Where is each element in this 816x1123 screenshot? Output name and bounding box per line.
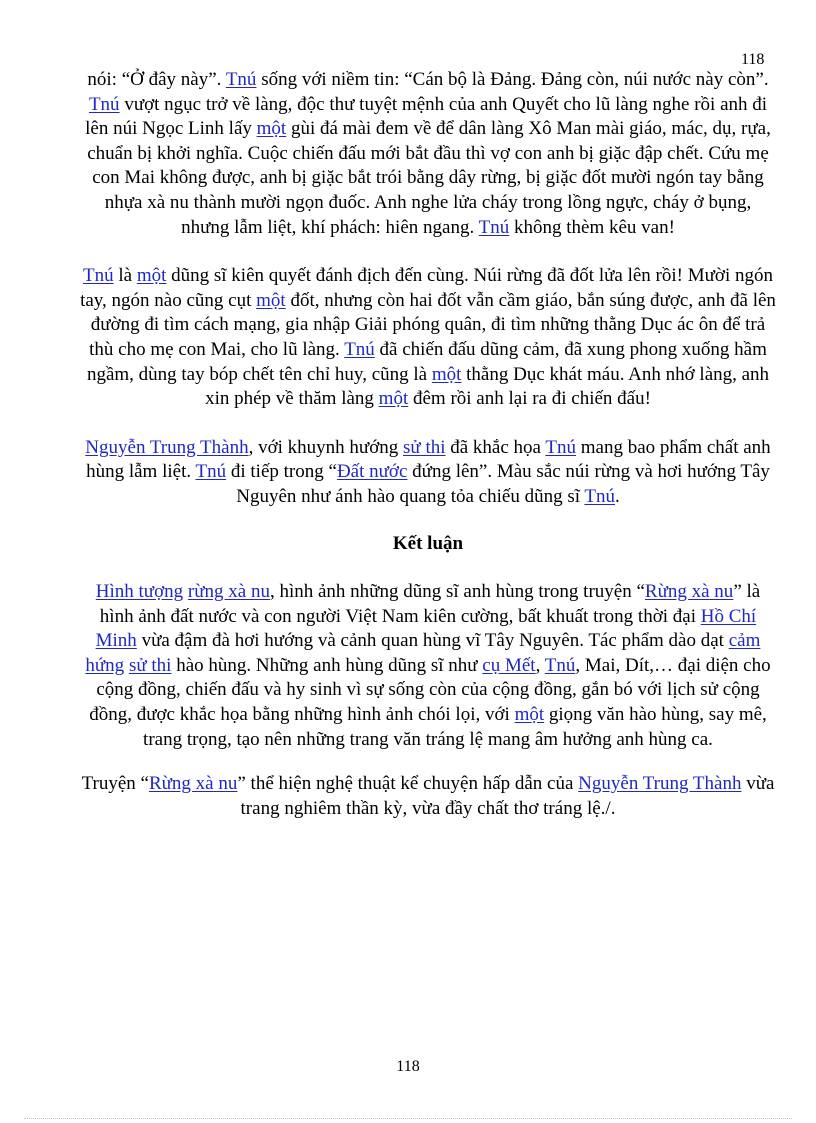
link-rung-xa-nu-title[interactable]: Rừng xà nu bbox=[644, 581, 734, 603]
link-rung-xa-nu-title[interactable]: Rừng xà nu bbox=[148, 773, 238, 795]
paragraph-3: Nguyễn Trung Thành, với khuynh hướng sử thi đã khắc họa Tnú mang bao phẩm chất anh hùng lẫm liệt. Tnú đi tiếp trong “Đất nước đứng lên”. Màu sắc núi rừng và hơi hướng Tây Nguyên như ánh hào quang tỏa chiếu dũng sĩ Tnú. bbox=[85, 436, 771, 507]
link-tnu[interactable]: Tnú bbox=[82, 265, 114, 287]
page-number-bottom: 118 bbox=[396, 1058, 420, 1075]
link-ho-chi-minh[interactable]: Hồ Chí Minh bbox=[95, 605, 757, 652]
paragraph-4: Hình tượng rừng xà nu, hình ảnh những dũng sĩ anh hùng trong truyện “Rừng xà nu” là hình ảnh đất nước và con người Việt Nam kiên cường, bất khuất trong thời đại Hồ Chí Minh vừa đậm đà hơi hướng và cảnh quan hùng vĩ Tây Nguyên. Tác phẩm dào dạt cảm hứng sử thi hào hùng. Những anh hùng dũng sĩ như cụ Mết, Tnú, Mai, Dít,… đại diện cho cộng đồng, chiến đấu và hy sinh vì sự sống còn của cộng đồng, gắn bó với lịch sử cộng đồng, được khắc họa bằng những hình ảnh chói lọi, với một giọng văn hào hùng, say mê, trang trọng, tạo nên những trang văn tráng lệ mang âm hưởng anh hùng ca. bbox=[85, 581, 771, 750]
link-hinh-tuong[interactable]: Hình tượng bbox=[95, 581, 184, 603]
paragraph-1: nói: “Ở đây này”. Tnú sống với niềm tin: “Cán bộ là Đảng. Đảng còn, núi nước này còn”. Tnú vượt ngục trở về làng, độc thư tuyệt mệnh của anh Quyết cho lũ làng nghe rồi anh đi lên núi Ngọc Linh lấy một gùi đá mài đem về để dân làng Xô Man mài giáo, mác, dụ, rựa, chuẩn bị khởi nghĩa. Cuộc chiến đấu mới bắt đầu thì vợ con anh bị giặc đập chết. Cứu mẹ con Mai không được, anh bị giặc bắt trói bằng dây rừng, bị giặc đốt mười ngón tay bằng nhựa xà nu thành mười ngọn đuốc. Anh nghe lửa cháy trong lồng ngực, cháy ở bụng, nhưng lẫm liệt, khí phách: hiên ngang. Tnú không thèm kêu van! bbox=[85, 69, 771, 238]
link-tnu[interactable]: Tnú bbox=[225, 69, 257, 90]
link-mot[interactable]: một bbox=[431, 363, 462, 385]
link-tnu[interactable]: Tnú bbox=[584, 485, 616, 507]
link-rung-xa-nu[interactable]: rừng xà nu bbox=[187, 581, 270, 603]
link-mot[interactable]: một bbox=[256, 289, 286, 311]
link-tnu[interactable]: Tnú bbox=[344, 338, 375, 360]
paragraph-2: Tnú là một dũng sĩ kiên quyết đánh địch đến cùng. Núi rừng đã đốt lửa lên rồi! Mười ngón tay, ngón nào cũng cụt một đốt, nhưng còn hai đốt vẫn cầm giáo, bắn súng được, anh đã lên đường đi tìm cách mạng, gia nhập Giải phóng quân, đi tìm những thằng Dục ác ôn để trả thù cho mẹ con Mai, cho lũ làng. Tnú đã chiến đấu dũng cảm, đã xung phong xuống hầm ngầm, dùng tay bóp chết tên chỉ huy, cũng là một thằng Dục khát máu. Anh nhớ làng, anh xin phép về thăm làng một đêm rồi anh lại ra đi chiến đấu! bbox=[80, 265, 776, 410]
link-mot[interactable]: một bbox=[514, 704, 545, 726]
link-mot[interactable]: một bbox=[378, 388, 409, 410]
link-tnu[interactable]: Tnú bbox=[545, 436, 576, 458]
link-mot[interactable]: một bbox=[256, 118, 287, 140]
paragraph-5: Truyện “Rừng xà nu” thể hiện nghệ thuật kể chuyện hấp dẫn của Nguyễn Trung Thành vừa trang nghiêm thần kỳ, vừa đầy chất thơ tráng lệ./. bbox=[81, 773, 775, 819]
document-body bbox=[80, 68, 776, 821]
section-heading: Kết luận bbox=[392, 532, 464, 554]
page-number-top: 118 bbox=[741, 51, 765, 68]
link-tnu[interactable]: Tnú bbox=[544, 654, 576, 676]
link-cu-met[interactable]: cụ Mết bbox=[482, 654, 536, 676]
link-tnu[interactable]: Tnú bbox=[88, 93, 120, 115]
link-nguyen-trung-thanh[interactable]: Nguyễn Trung Thành bbox=[578, 773, 742, 795]
link-nguyen-trung-thanh[interactable]: Nguyễn Trung Thành bbox=[85, 436, 249, 458]
link-su-thi[interactable]: sử thi bbox=[403, 436, 446, 458]
link-cam-hung[interactable]: cảm hứng bbox=[85, 630, 761, 676]
link-mot[interactable]: một bbox=[136, 265, 167, 287]
link-su-thi[interactable]: sử thi bbox=[128, 654, 172, 676]
link-tnu[interactable]: Tnú bbox=[195, 461, 227, 483]
link-dat-nuoc[interactable]: Đất nước bbox=[336, 461, 408, 483]
link-tnu[interactable]: Tnú bbox=[478, 216, 510, 238]
page-bottom-divider bbox=[24, 1118, 792, 1119]
